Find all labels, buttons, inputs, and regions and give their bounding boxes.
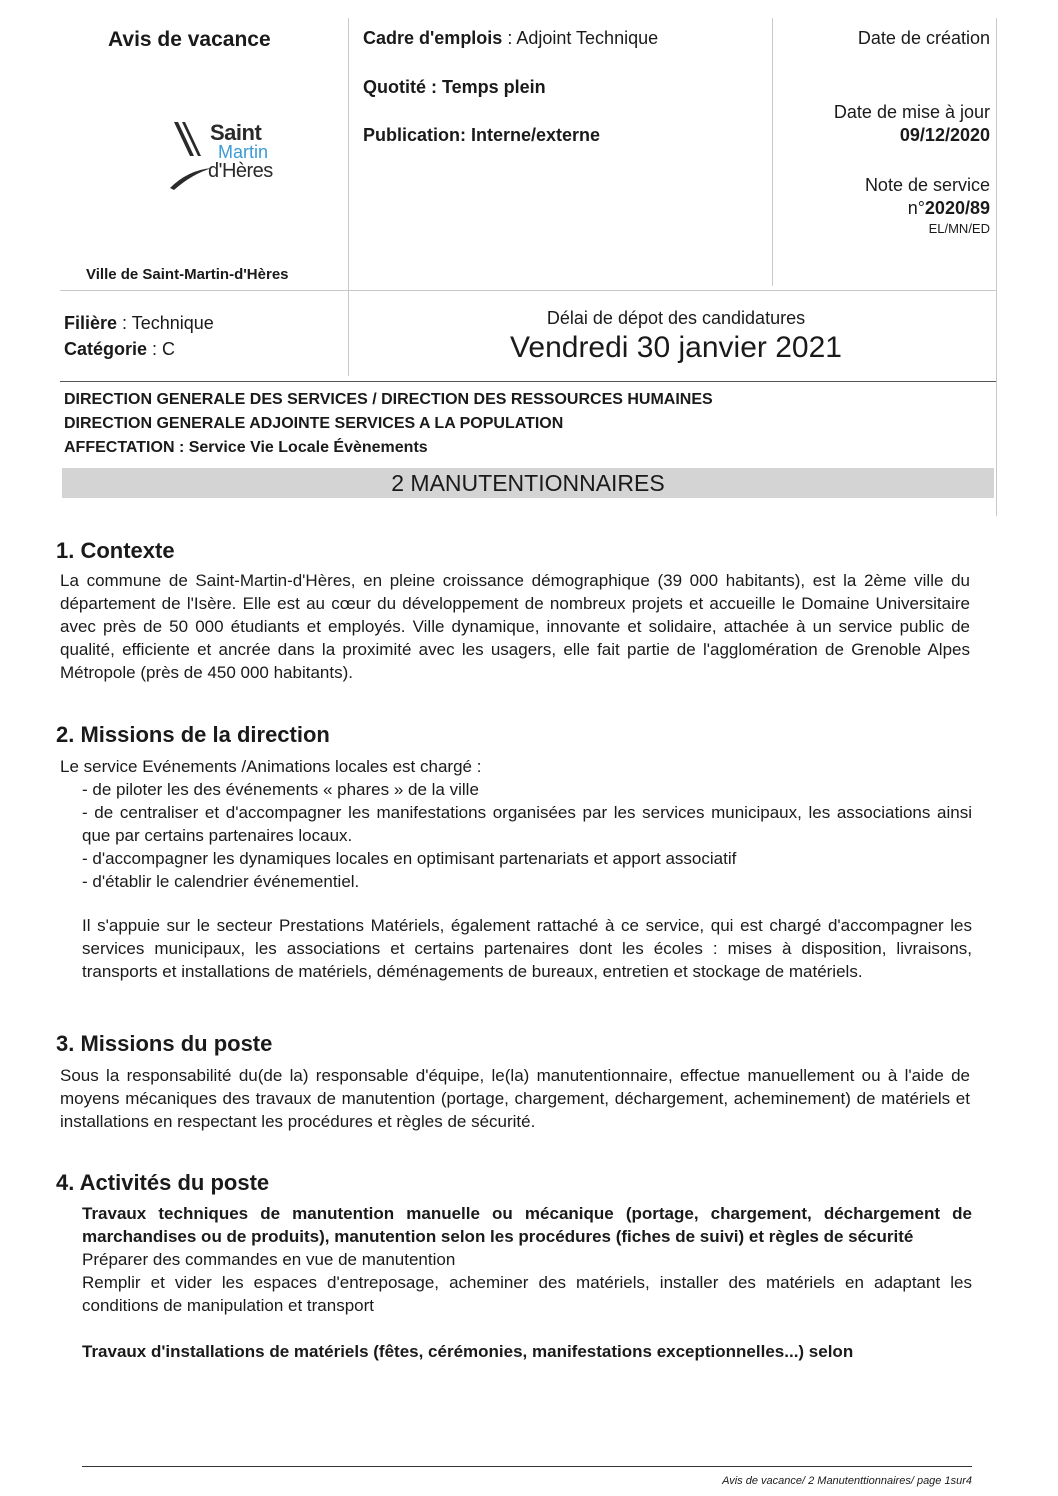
section-title-missions-poste: 3. Missions du poste: [56, 1031, 273, 1056]
cadre-emplois: Cadre d'emplois : Adjoint Technique: [363, 28, 659, 48]
direction-line-1: DIRECTION GENERALE DES SERVICES / DIRECTION DES RESSOURCES HUMAINES: [64, 391, 713, 408]
direction-rule: [60, 381, 996, 382]
quotite: Quotité : Temps plein: [363, 77, 546, 97]
header-rule: [60, 290, 996, 291]
date-maj-value: 09/12/2020: [899, 125, 990, 145]
activite-bold-1: Travaux techniques de manutention manuelle ou mécanique (portage, chargement, déchargement de marchandises ou de produits), manutention selon les procédures (fiches de suivi) et règles de sécurité: [82, 1204, 972, 1246]
delai-date: Vendredi 30 janvier 2021: [510, 331, 842, 364]
header-divider-right: [996, 18, 997, 516]
header-divider-2: [772, 18, 773, 286]
list-item: - de piloter les des événements « phares » de la ville: [82, 780, 479, 799]
delai-label: Délai de dépot des candidatures: [546, 308, 806, 328]
job-title: 2 MANUTENTIONNAIRES: [62, 468, 994, 498]
activite-bold-2: Travaux d'installations de matériels (fêtes, cérémonies, manifestations exceptionnelles...) selon: [82, 1342, 854, 1361]
filiere: Filière : Technique: [64, 313, 214, 333]
direction-block: [64, 388, 713, 460]
publication: Publication: Interne/externe: [363, 125, 601, 145]
affectation-line: AFFECTATION : Service Vie Locale Évènements: [64, 439, 428, 456]
section-title-activites: 4. Activités du poste: [56, 1170, 270, 1195]
contexte-text: La commune de Saint-Martin-d'Hères, en pleine croissance démographique (39 000 habitants), est la 2ème ville du département de l'Isère. Elle est au cœur du développement de nombreux projets et accueille le Domaine Universitaire avec près de 50 000 étudiants et employés. Ville dynamique, innovante et solidaire, attachée à un service public de qualité, efficiente et ancrée dans la proximité avec les usagers, elle fait partie de l'agglomération de Grenoble Alpes Métropole (près de 450 000 habitants).: [60, 571, 970, 682]
date-maj-label: Date de mise à jour: [833, 102, 990, 122]
page-footer: Avis de vacance/ 2 Manutenttionnaires/ page 1sur4: [722, 1475, 972, 1487]
categorie: Catégorie : C: [64, 339, 176, 359]
filiere-block: [64, 310, 214, 362]
missions-direction-intro: Le service Evénements /Animations locales est chargé :: [60, 757, 482, 776]
missions-direction-list: [82, 778, 972, 893]
date-creation-label: Date de création: [857, 28, 990, 48]
activite-line-1: Préparer des commandes en vue de manutention: [82, 1250, 456, 1269]
city-logo: Saint Martin d'Hères: [168, 118, 288, 198]
avis-title: Avis de vacance: [108, 28, 271, 51]
city-name: Ville de Saint-Martin-d'Hères: [86, 266, 289, 283]
note-ref: EL/MN/ED: [928, 221, 990, 236]
header-divider-1: [348, 18, 349, 376]
missions-poste-text: Sous la responsabilité du(de la) responsable d'équipe, le(la) manutentionnaire, effectue manuellement ou à l'aide de moyens mécaniques des travaux de manutention (portage, chargement, déchargement, acheminement) de matériels et installations en respectant les procédures et règles de sécurité.: [60, 1066, 970, 1131]
list-item: - de centraliser et d'accompagner les manifestations organisées par les services municipaux, les associations ainsi que par certains partenaires locaux.: [82, 803, 972, 845]
activite-line-2: Remplir et vider les espaces d'entreposage, acheminer des matériels, installer des matériels en adaptant les conditions de manipulation et transport: [82, 1273, 972, 1315]
section-title-contexte: 1. Contexte: [56, 538, 175, 563]
list-item: - d'établir le calendrier événementiel.: [82, 872, 360, 891]
missions-direction-text2: Il s'appuie sur le secteur Prestations Matériels, également rattaché à ce service, qui est chargé d'accompagner les services municipaux, les associations et certains partenaires dont les écoles : mises à disposition, livraisons, transports et installations de matériels, déménagements de bureaux, entretien et stockage de matériels.: [82, 916, 972, 981]
activites-block: [82, 1202, 972, 1363]
note-label: Note de service: [864, 175, 990, 195]
list-item: - d'accompagner les dynamiques locales en optimisant partenariats et apport associatif: [82, 849, 737, 868]
footer-rule: [82, 1466, 972, 1467]
direction-line-2: DIRECTION GENERALE ADJOINTE SERVICES A LA POPULATION: [64, 415, 564, 432]
section-title-missions-direction: 2. Missions de la direction: [56, 722, 330, 747]
note-number: n°2020/89: [907, 198, 990, 218]
